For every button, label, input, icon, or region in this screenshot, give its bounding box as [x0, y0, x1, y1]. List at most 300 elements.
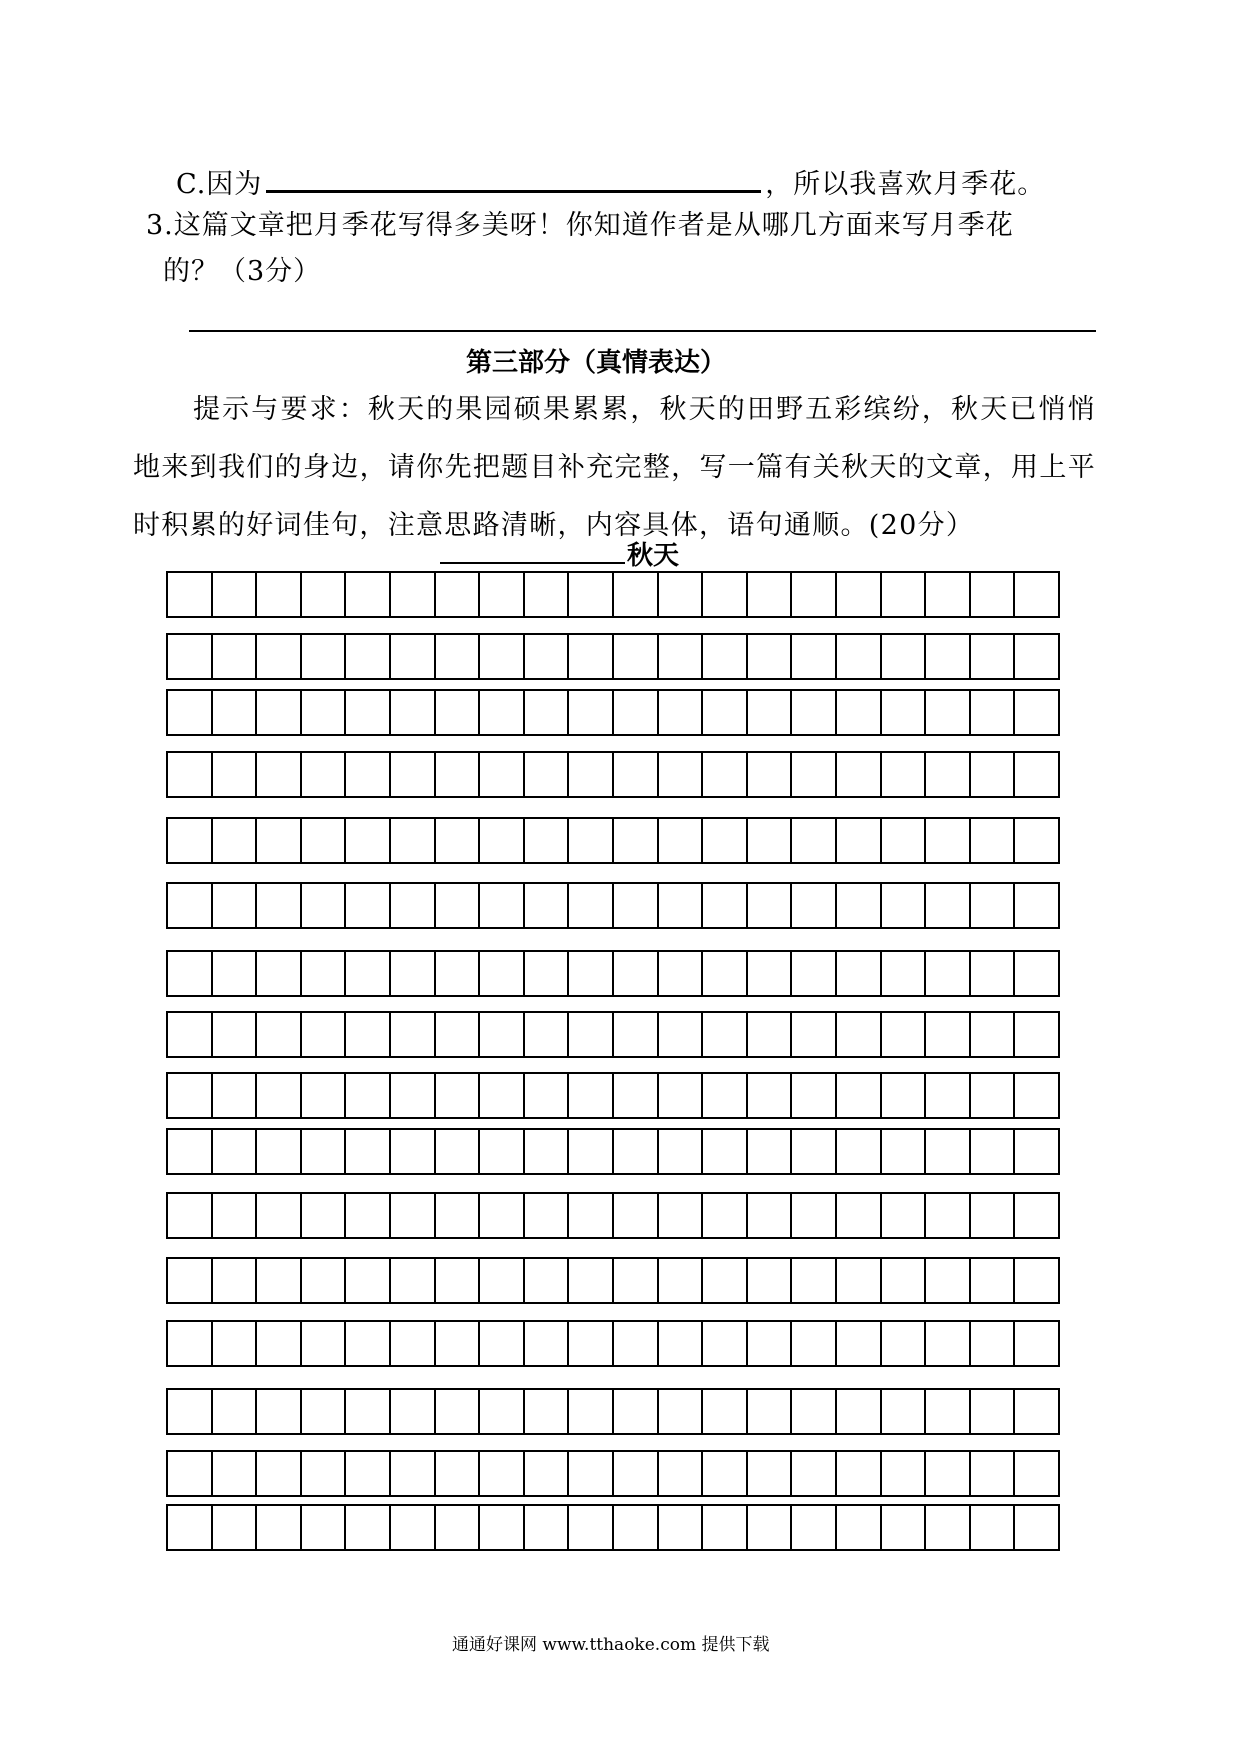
grid-cell[interactable]	[746, 751, 791, 798]
grid-cell[interactable]	[657, 1192, 702, 1239]
grid-cell[interactable]	[166, 1504, 211, 1551]
grid-cell[interactable]	[434, 689, 479, 736]
grid-cell[interactable]	[746, 1192, 791, 1239]
grid-cell[interactable]	[389, 1257, 434, 1304]
grid-cell[interactable]	[880, 1450, 925, 1497]
grid-cell[interactable]	[1013, 1388, 1060, 1435]
grid-cell[interactable]	[255, 1320, 300, 1367]
grid-cell[interactable]	[211, 571, 256, 618]
grid-cell[interactable]	[478, 751, 523, 798]
grid-cell[interactable]	[1013, 817, 1060, 864]
grid-cell[interactable]	[523, 882, 568, 929]
grid-cell[interactable]	[612, 817, 657, 864]
grid-cell[interactable]	[701, 1072, 746, 1119]
grid-cell[interactable]	[211, 1388, 256, 1435]
grid-cell[interactable]	[478, 571, 523, 618]
grid-cell[interactable]	[612, 633, 657, 680]
grid-cell[interactable]	[701, 633, 746, 680]
grid-cell[interactable]	[701, 1320, 746, 1367]
grid-cell[interactable]	[434, 882, 479, 929]
grid-cell[interactable]	[746, 1128, 791, 1175]
grid-cell[interactable]	[523, 689, 568, 736]
grid-cell[interactable]	[790, 817, 835, 864]
grid-cell[interactable]	[657, 817, 702, 864]
grid-cell[interactable]	[1013, 1128, 1060, 1175]
grid-cell[interactable]	[701, 1011, 746, 1058]
grid-cell[interactable]	[344, 1320, 389, 1367]
grid-cell[interactable]	[567, 1504, 612, 1551]
grid-cell[interactable]	[924, 1388, 969, 1435]
grid-cell[interactable]	[924, 633, 969, 680]
grid-cell[interactable]	[434, 1072, 479, 1119]
grid-cell[interactable]	[389, 1011, 434, 1058]
grid-cell[interactable]	[166, 1320, 211, 1367]
grid-cell[interactable]	[746, 571, 791, 618]
grid-cell[interactable]	[434, 817, 479, 864]
grid-cell[interactable]	[255, 1072, 300, 1119]
grid-cell[interactable]	[835, 950, 880, 997]
grid-cell[interactable]	[790, 571, 835, 618]
grid-cell[interactable]	[478, 882, 523, 929]
grid-cell[interactable]	[300, 571, 345, 618]
grid-cell[interactable]	[612, 1072, 657, 1119]
grid-cell[interactable]	[523, 1504, 568, 1551]
grid-cell[interactable]	[523, 751, 568, 798]
grid-cell[interactable]	[523, 1450, 568, 1497]
grid-cell[interactable]	[835, 1192, 880, 1239]
grid-cell[interactable]	[389, 1450, 434, 1497]
answer-blank-c[interactable]	[266, 166, 761, 193]
grid-cell[interactable]	[657, 950, 702, 997]
grid-cell[interactable]	[567, 1128, 612, 1175]
grid-cell[interactable]	[300, 751, 345, 798]
grid-cell[interactable]	[880, 689, 925, 736]
grid-cell[interactable]	[523, 571, 568, 618]
grid-cell[interactable]	[166, 1388, 211, 1435]
grid-cell[interactable]	[478, 1257, 523, 1304]
grid-cell[interactable]	[344, 1072, 389, 1119]
grid-cell[interactable]	[567, 571, 612, 618]
grid-cell[interactable]	[701, 1257, 746, 1304]
grid-cell[interactable]	[969, 1192, 1014, 1239]
grid-cell[interactable]	[255, 1011, 300, 1058]
grid-cell[interactable]	[300, 689, 345, 736]
grid-cell[interactable]	[389, 1388, 434, 1435]
grid-cell[interactable]	[880, 1011, 925, 1058]
grid-cell[interactable]	[746, 1320, 791, 1367]
grid-cell[interactable]	[389, 571, 434, 618]
grid-cell[interactable]	[300, 1504, 345, 1551]
grid-cell[interactable]	[835, 817, 880, 864]
grid-cell[interactable]	[389, 751, 434, 798]
grid-cell[interactable]	[344, 633, 389, 680]
grid-cell[interactable]	[389, 1128, 434, 1175]
grid-cell[interactable]	[1013, 1504, 1060, 1551]
grid-cell[interactable]	[434, 1257, 479, 1304]
grid-cell[interactable]	[612, 1320, 657, 1367]
grid-cell[interactable]	[835, 1450, 880, 1497]
grid-cell[interactable]	[166, 1257, 211, 1304]
grid-cell[interactable]	[344, 1504, 389, 1551]
grid-cell[interactable]	[924, 1011, 969, 1058]
grid-cell[interactable]	[211, 1504, 256, 1551]
grid-cell[interactable]	[434, 1128, 479, 1175]
grid-cell[interactable]	[657, 1128, 702, 1175]
grid-cell[interactable]	[211, 689, 256, 736]
grid-cell[interactable]	[300, 633, 345, 680]
grid-cell[interactable]	[790, 1128, 835, 1175]
grid-cell[interactable]	[567, 751, 612, 798]
grid-cell[interactable]	[255, 1128, 300, 1175]
grid-cell[interactable]	[523, 1192, 568, 1239]
grid-cell[interactable]	[166, 882, 211, 929]
grid-cell[interactable]	[567, 1011, 612, 1058]
grid-cell[interactable]	[1013, 882, 1060, 929]
grid-cell[interactable]	[434, 1388, 479, 1435]
grid-cell[interactable]	[523, 1011, 568, 1058]
grid-cell[interactable]	[924, 817, 969, 864]
grid-cell[interactable]	[1013, 689, 1060, 736]
grid-cell[interactable]	[969, 1072, 1014, 1119]
grid-cell[interactable]	[567, 633, 612, 680]
grid-cell[interactable]	[255, 689, 300, 736]
grid-cell[interactable]	[478, 1388, 523, 1435]
grid-cell[interactable]	[924, 1072, 969, 1119]
grid-cell[interactable]	[389, 882, 434, 929]
grid-cell[interactable]	[478, 689, 523, 736]
grid-cell[interactable]	[255, 1192, 300, 1239]
grid-cell[interactable]	[969, 1128, 1014, 1175]
grid-cell[interactable]	[1013, 1320, 1060, 1367]
grid-cell[interactable]	[255, 882, 300, 929]
grid-cell[interactable]	[523, 1072, 568, 1119]
grid-cell[interactable]	[300, 1072, 345, 1119]
grid-cell[interactable]	[880, 751, 925, 798]
grid-cell[interactable]	[880, 882, 925, 929]
grid-cell[interactable]	[211, 633, 256, 680]
grid-cell[interactable]	[701, 1388, 746, 1435]
grid-cell[interactable]	[969, 950, 1014, 997]
grid-cell[interactable]	[880, 633, 925, 680]
grid-cell[interactable]	[166, 817, 211, 864]
grid-cell[interactable]	[255, 1504, 300, 1551]
grid-cell[interactable]	[166, 1192, 211, 1239]
grid-cell[interactable]	[835, 1011, 880, 1058]
grid-cell[interactable]	[478, 1072, 523, 1119]
grid-cell[interactable]	[478, 1320, 523, 1367]
grid-cell[interactable]	[1013, 1450, 1060, 1497]
grid-cell[interactable]	[300, 1320, 345, 1367]
grid-cell[interactable]	[434, 571, 479, 618]
grid-cell[interactable]	[880, 1072, 925, 1119]
grid-cell[interactable]	[523, 1257, 568, 1304]
grid-cell[interactable]	[701, 1450, 746, 1497]
grid-cell[interactable]	[880, 1257, 925, 1304]
grid-cell[interactable]	[166, 1011, 211, 1058]
grid-cell[interactable]	[389, 689, 434, 736]
grid-cell[interactable]	[1013, 1072, 1060, 1119]
grid-cell[interactable]	[211, 1128, 256, 1175]
grid-cell[interactable]	[612, 950, 657, 997]
grid-cell[interactable]	[344, 1192, 389, 1239]
grid-cell[interactable]	[835, 689, 880, 736]
grid-cell[interactable]	[969, 817, 1014, 864]
grid-cell[interactable]	[969, 751, 1014, 798]
grid-cell[interactable]	[434, 751, 479, 798]
grid-cell[interactable]	[211, 751, 256, 798]
grid-cell[interactable]	[657, 689, 702, 736]
grid-cell[interactable]	[880, 950, 925, 997]
grid-cell[interactable]	[880, 1388, 925, 1435]
grid-cell[interactable]	[300, 1128, 345, 1175]
grid-cell[interactable]	[389, 1320, 434, 1367]
grid-cell[interactable]	[969, 1388, 1014, 1435]
grid-cell[interactable]	[746, 882, 791, 929]
grid-cell[interactable]	[211, 1192, 256, 1239]
grid-cell[interactable]	[612, 1388, 657, 1435]
grid-cell[interactable]	[969, 1320, 1014, 1367]
grid-cell[interactable]	[835, 882, 880, 929]
grid-cell[interactable]	[567, 1192, 612, 1239]
grid-cell[interactable]	[835, 751, 880, 798]
grid-cell[interactable]	[612, 571, 657, 618]
grid-cell[interactable]	[434, 1504, 479, 1551]
grid-cell[interactable]	[255, 1257, 300, 1304]
grid-cell[interactable]	[612, 1257, 657, 1304]
grid-cell[interactable]	[166, 1128, 211, 1175]
grid-cell[interactable]	[924, 1192, 969, 1239]
grid-cell[interactable]	[969, 571, 1014, 618]
grid-cell[interactable]	[790, 1320, 835, 1367]
grid-cell[interactable]	[389, 1072, 434, 1119]
grid-cell[interactable]	[567, 689, 612, 736]
grid-cell[interactable]	[1013, 571, 1060, 618]
grid-cell[interactable]	[969, 1504, 1014, 1551]
grid-cell[interactable]	[924, 1504, 969, 1551]
grid-cell[interactable]	[478, 817, 523, 864]
grid-cell[interactable]	[746, 1011, 791, 1058]
grid-cell[interactable]	[255, 571, 300, 618]
grid-cell[interactable]	[166, 689, 211, 736]
grid-cell[interactable]	[924, 689, 969, 736]
grid-cell[interactable]	[523, 1320, 568, 1367]
grid-cell[interactable]	[612, 1128, 657, 1175]
grid-cell[interactable]	[701, 1128, 746, 1175]
grid-cell[interactable]	[166, 571, 211, 618]
grid-cell[interactable]	[478, 633, 523, 680]
grid-cell[interactable]	[746, 633, 791, 680]
grid-cell[interactable]	[835, 1320, 880, 1367]
grid-cell[interactable]	[657, 1450, 702, 1497]
grid-cell[interactable]	[211, 1257, 256, 1304]
grid-cell[interactable]	[478, 1011, 523, 1058]
grid-cell[interactable]	[211, 1011, 256, 1058]
grid-cell[interactable]	[255, 817, 300, 864]
grid-cell[interactable]	[344, 950, 389, 997]
grid-cell[interactable]	[701, 1192, 746, 1239]
grid-cell[interactable]	[211, 817, 256, 864]
grid-cell[interactable]	[880, 1192, 925, 1239]
grid-cell[interactable]	[924, 950, 969, 997]
grid-cell[interactable]	[790, 751, 835, 798]
grid-cell[interactable]	[523, 1128, 568, 1175]
grid-cell[interactable]	[657, 1011, 702, 1058]
grid-cell[interactable]	[389, 950, 434, 997]
grid-cell[interactable]	[344, 1450, 389, 1497]
grid-cell[interactable]	[835, 1128, 880, 1175]
grid-cell[interactable]	[478, 1504, 523, 1551]
grid-cell[interactable]	[567, 1320, 612, 1367]
grid-cell[interactable]	[657, 1072, 702, 1119]
grid-cell[interactable]	[1013, 751, 1060, 798]
grid-cell[interactable]	[880, 1504, 925, 1551]
grid-cell[interactable]	[344, 1257, 389, 1304]
grid-cell[interactable]	[523, 817, 568, 864]
grid-cell[interactable]	[523, 633, 568, 680]
grid-cell[interactable]	[1013, 633, 1060, 680]
grid-cell[interactable]	[344, 1388, 389, 1435]
grid-cell[interactable]	[924, 751, 969, 798]
grid-cell[interactable]	[746, 1450, 791, 1497]
grid-cell[interactable]	[835, 1388, 880, 1435]
grid-cell[interactable]	[746, 1257, 791, 1304]
grid-cell[interactable]	[434, 1450, 479, 1497]
grid-cell[interactable]	[523, 1388, 568, 1435]
grid-cell[interactable]	[612, 1450, 657, 1497]
grid-cell[interactable]	[567, 1257, 612, 1304]
grid-cell[interactable]	[790, 1504, 835, 1551]
grid-cell[interactable]	[300, 1450, 345, 1497]
grid-cell[interactable]	[166, 950, 211, 997]
grid-cell[interactable]	[211, 882, 256, 929]
grid-cell[interactable]	[701, 950, 746, 997]
grid-cell[interactable]	[701, 751, 746, 798]
grid-cell[interactable]	[790, 689, 835, 736]
grid-cell[interactable]	[166, 1072, 211, 1119]
grid-cell[interactable]	[1013, 950, 1060, 997]
grid-cell[interactable]	[255, 950, 300, 997]
grid-cell[interactable]	[300, 950, 345, 997]
grid-cell[interactable]	[166, 751, 211, 798]
grid-cell[interactable]	[1013, 1011, 1060, 1058]
grid-cell[interactable]	[790, 950, 835, 997]
grid-cell[interactable]	[657, 1388, 702, 1435]
grid-cell[interactable]	[166, 633, 211, 680]
grid-cell[interactable]	[255, 1450, 300, 1497]
grid-cell[interactable]	[344, 1011, 389, 1058]
grid-cell[interactable]	[880, 571, 925, 618]
grid-cell[interactable]	[344, 571, 389, 618]
grid-cell[interactable]	[701, 689, 746, 736]
grid-cell[interactable]	[746, 689, 791, 736]
grid-cell[interactable]	[300, 1388, 345, 1435]
grid-cell[interactable]	[344, 751, 389, 798]
essay-title-blank[interactable]	[440, 540, 625, 564]
grid-cell[interactable]	[478, 1192, 523, 1239]
grid-cell[interactable]	[701, 571, 746, 618]
grid-cell[interactable]	[657, 633, 702, 680]
grid-cell[interactable]	[657, 1320, 702, 1367]
grid-cell[interactable]	[835, 1072, 880, 1119]
grid-cell[interactable]	[790, 1072, 835, 1119]
grid-cell[interactable]	[701, 1504, 746, 1551]
grid-cell[interactable]	[657, 571, 702, 618]
grid-cell[interactable]	[701, 817, 746, 864]
grid-cell[interactable]	[300, 817, 345, 864]
grid-cell[interactable]	[434, 1192, 479, 1239]
grid-cell[interactable]	[880, 1320, 925, 1367]
grid-cell[interactable]	[790, 1192, 835, 1239]
grid-cell[interactable]	[344, 689, 389, 736]
grid-cell[interactable]	[657, 1504, 702, 1551]
grid-cell[interactable]	[300, 1257, 345, 1304]
grid-cell[interactable]	[255, 633, 300, 680]
grid-cell[interactable]	[567, 950, 612, 997]
grid-cell[interactable]	[1013, 1192, 1060, 1239]
grid-cell[interactable]	[969, 689, 1014, 736]
grid-cell[interactable]	[434, 633, 479, 680]
grid-cell[interactable]	[612, 1011, 657, 1058]
grid-cell[interactable]	[389, 1504, 434, 1551]
grid-cell[interactable]	[612, 882, 657, 929]
grid-cell[interactable]	[1013, 1257, 1060, 1304]
grid-cell[interactable]	[657, 882, 702, 929]
grid-cell[interactable]	[746, 817, 791, 864]
grid-cell[interactable]	[790, 1388, 835, 1435]
grid-cell[interactable]	[389, 817, 434, 864]
grid-cell[interactable]	[790, 633, 835, 680]
grid-cell[interactable]	[612, 689, 657, 736]
grid-cell[interactable]	[657, 1257, 702, 1304]
grid-cell[interactable]	[567, 882, 612, 929]
grid-cell[interactable]	[567, 817, 612, 864]
grid-cell[interactable]	[880, 817, 925, 864]
grid-cell[interactable]	[835, 1257, 880, 1304]
grid-cell[interactable]	[389, 1192, 434, 1239]
grid-cell[interactable]	[790, 1257, 835, 1304]
grid-cell[interactable]	[344, 882, 389, 929]
grid-cell[interactable]	[746, 950, 791, 997]
grid-cell[interactable]	[567, 1072, 612, 1119]
grid-cell[interactable]	[166, 1450, 211, 1497]
grid-cell[interactable]	[478, 950, 523, 997]
grid-cell[interactable]	[969, 633, 1014, 680]
grid-cell[interactable]	[969, 1011, 1014, 1058]
grid-cell[interactable]	[790, 1011, 835, 1058]
grid-cell[interactable]	[969, 882, 1014, 929]
grid-cell[interactable]	[255, 751, 300, 798]
grid-cell[interactable]	[478, 1128, 523, 1175]
grid-cell[interactable]	[434, 1011, 479, 1058]
grid-cell[interactable]	[300, 1011, 345, 1058]
grid-cell[interactable]	[612, 1504, 657, 1551]
grid-cell[interactable]	[835, 1504, 880, 1551]
grid-cell[interactable]	[567, 1388, 612, 1435]
grid-cell[interactable]	[924, 1450, 969, 1497]
grid-cell[interactable]	[835, 633, 880, 680]
grid-cell[interactable]	[790, 882, 835, 929]
grid-cell[interactable]	[924, 1128, 969, 1175]
grid-cell[interactable]	[434, 950, 479, 997]
grid-cell[interactable]	[211, 1072, 256, 1119]
grid-cell[interactable]	[924, 571, 969, 618]
grid-cell[interactable]	[924, 882, 969, 929]
grid-cell[interactable]	[612, 1192, 657, 1239]
grid-cell[interactable]	[880, 1128, 925, 1175]
grid-cell[interactable]	[746, 1504, 791, 1551]
grid-cell[interactable]	[255, 1388, 300, 1435]
grid-cell[interactable]	[790, 1450, 835, 1497]
